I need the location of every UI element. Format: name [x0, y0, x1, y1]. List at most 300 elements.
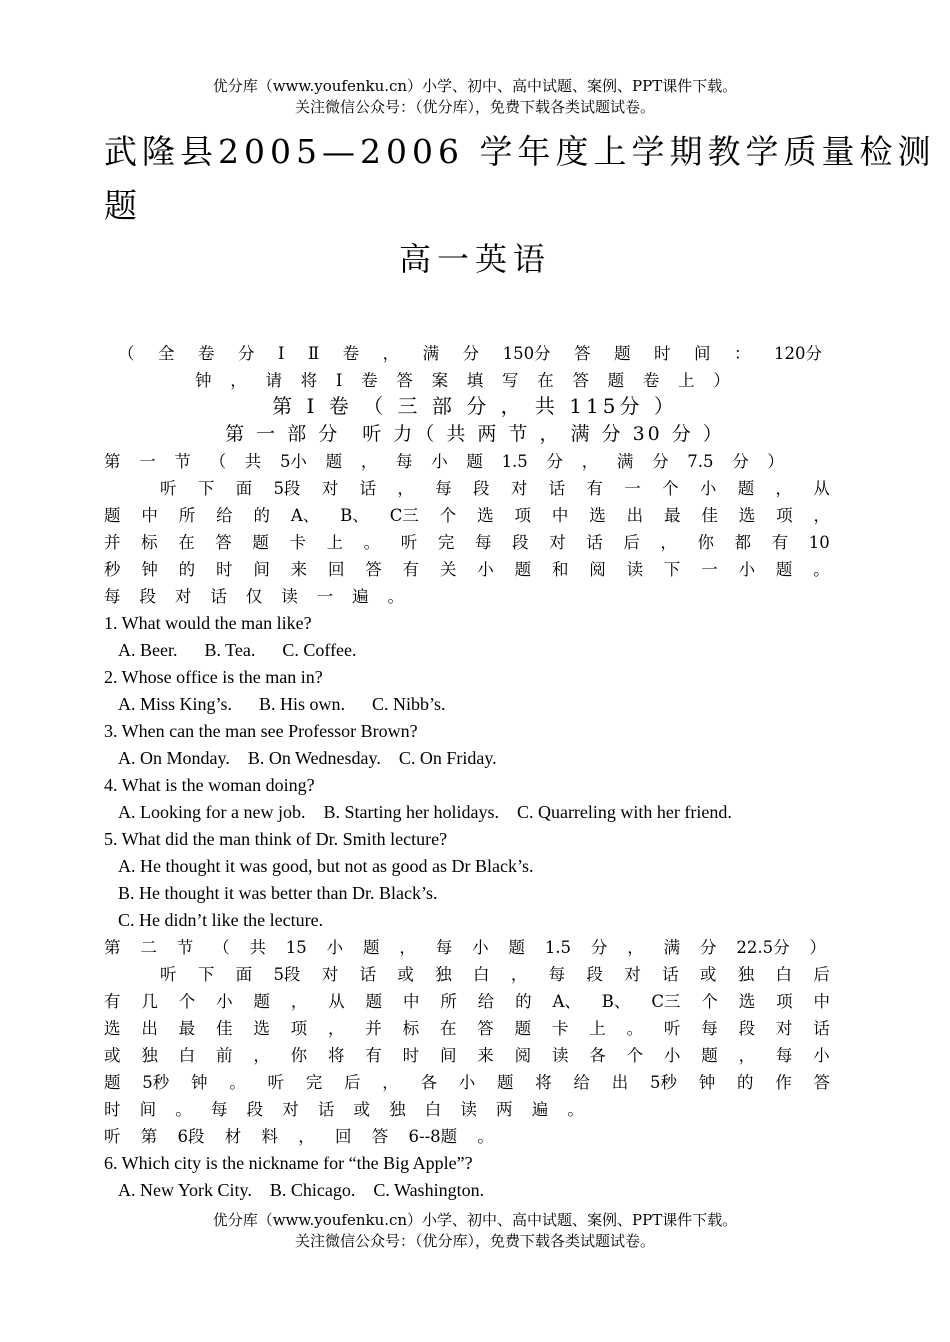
text-token: 将: [327, 1046, 345, 1065]
text-token: 5秒: [650, 1073, 677, 1092]
text-token: 几: [141, 992, 158, 1011]
text-token: ，: [399, 938, 416, 957]
text-token: 节: [174, 452, 191, 471]
text-token: 独: [737, 965, 755, 984]
text-token: ，: [510, 965, 528, 984]
text-token: 的: [253, 506, 270, 525]
text-token: 小: [699, 479, 717, 498]
text-token: 第: [104, 452, 121, 471]
page-title: 武隆县2005—2006 学年度上学期教学质量检测: [104, 132, 936, 171]
text-token: 各: [589, 1046, 606, 1065]
text-token: Ⅰ: [277, 344, 285, 363]
text-token: 卷: [342, 344, 360, 363]
text-token: 有: [365, 1046, 382, 1065]
text-token: 佳: [701, 506, 718, 525]
text-token: 你: [290, 1046, 308, 1065]
section-1-heading: [104, 448, 784, 475]
text-token: 话: [210, 587, 227, 606]
text-token: 间: [439, 1046, 457, 1065]
text-token: 听: [400, 533, 418, 552]
text-token: 小: [216, 992, 233, 1011]
text-token: 段: [586, 965, 603, 984]
text-token: 对: [549, 533, 566, 552]
text-token: 对: [510, 479, 528, 498]
text-token: 上: [678, 371, 695, 390]
text-token: 或: [699, 965, 717, 984]
text-token: 个: [662, 479, 679, 498]
text-token: 回: [327, 560, 345, 579]
text-token: 独: [141, 1046, 158, 1065]
text-token: 每: [396, 452, 413, 471]
text-token: 给: [477, 992, 495, 1011]
text-token: 段: [512, 533, 529, 552]
text-token: 每: [775, 1046, 793, 1065]
text-token: ，: [253, 1046, 270, 1065]
text-token: 对: [624, 965, 641, 984]
text-token: 卷: [197, 344, 215, 363]
text-token: 一: [316, 587, 334, 606]
text-token: C三: [651, 992, 681, 1011]
text-token: 材: [224, 1127, 242, 1146]
text-token: 5秒: [142, 1073, 170, 1092]
text-token: 。: [626, 1019, 644, 1038]
text-token: 答: [365, 560, 382, 579]
text-token: 答: [572, 371, 589, 390]
text-token: 来: [290, 560, 308, 579]
text-token: 间: [139, 1100, 157, 1119]
text-token: 分: [652, 452, 669, 471]
text-token: 话: [586, 533, 603, 552]
text-token: ，: [627, 938, 644, 957]
text-token: ，: [738, 1046, 756, 1065]
text-token: 中: [403, 992, 420, 1011]
text-token: 一: [624, 479, 641, 498]
text-token: 题: [508, 938, 525, 957]
text-token: 完: [305, 1073, 323, 1092]
text-token: 。: [229, 1073, 246, 1092]
text-token: 个: [439, 506, 457, 525]
text-token: 每: [548, 965, 566, 984]
text-token: 下: [663, 560, 681, 579]
section-2-heading: [104, 934, 826, 961]
text-token: 阅: [589, 560, 606, 579]
text-token: 小: [813, 1046, 830, 1065]
text-token: 小: [326, 938, 344, 957]
text-token: 满: [422, 344, 440, 363]
text-token: 个: [626, 1046, 644, 1065]
text-token: 小: [663, 1046, 681, 1065]
text-token: 出: [611, 1073, 629, 1092]
footer-line-2: 关注微信公众号：（优分库），免费下载各类试题试卷。: [294, 1232, 655, 1250]
text-token: 中: [141, 506, 158, 525]
text-token: A、: [552, 992, 581, 1011]
question-4: 4. What is the woman doing?: [104, 775, 315, 795]
text-token: 对: [174, 587, 192, 606]
text-token: 题: [253, 992, 270, 1011]
text-token: 读: [626, 560, 644, 579]
text-token: ）: [767, 452, 784, 471]
text-token: 。: [567, 1100, 584, 1119]
text-token: 并: [365, 1019, 382, 1038]
text-token: 所: [178, 506, 196, 525]
text-token: 选: [104, 1019, 121, 1038]
text-token: 并: [104, 533, 121, 552]
text-token: 听: [663, 1019, 681, 1038]
text-token: 段: [139, 587, 156, 606]
question-1: 1. What would the man like?: [104, 613, 312, 633]
text-token: 22.5分: [736, 938, 790, 957]
text-token: 150分: [502, 344, 551, 363]
text-token: 一: [139, 452, 156, 471]
text-token: 白: [775, 965, 792, 984]
text-token: 或: [353, 1100, 370, 1119]
text-token: 选: [253, 1019, 270, 1038]
text-token: 标: [402, 1019, 420, 1038]
text-token: 中: [551, 506, 569, 525]
text-token: 答: [813, 1073, 830, 1092]
text-token: 后: [344, 1073, 361, 1092]
text-token: 小: [738, 560, 756, 579]
text-token: 读: [281, 587, 298, 606]
text-token: 选: [477, 506, 494, 525]
text-token: 后: [623, 533, 640, 552]
text-token: 题: [466, 452, 483, 471]
text-token: 标: [141, 533, 158, 552]
text-token: 共: [244, 452, 262, 471]
text-token: 时: [654, 344, 671, 363]
header-line-1: 优分库（www.youfenku.cn）小学、初中、高中试题、案例、PPT课件下载。: [212, 77, 738, 95]
text-token: ，: [660, 533, 677, 552]
text-token: 答: [371, 1127, 389, 1146]
text-token: 10: [808, 533, 830, 552]
text-token: 请: [265, 371, 282, 390]
text-token: 在: [537, 371, 554, 390]
section-2-instruction-3: [104, 1015, 830, 1042]
text-token: 答: [477, 1019, 494, 1038]
text-token: C三: [389, 506, 419, 525]
text-token: 卡: [551, 1019, 569, 1038]
text-token: 分: [700, 938, 717, 957]
text-token: 5段: [273, 965, 301, 984]
text-token: 都: [734, 533, 752, 552]
text-token: 5小: [279, 452, 307, 471]
text-token: 案: [431, 371, 449, 390]
text-token: 的: [178, 560, 196, 579]
text-token: 的: [515, 992, 532, 1011]
text-token: （: [209, 452, 227, 471]
text-token: 回: [335, 1127, 352, 1146]
subject-title: 高一英语: [398, 240, 551, 278]
text-token: 题: [614, 344, 631, 363]
text-token: 小: [472, 938, 489, 957]
text-token: 料: [261, 1127, 278, 1146]
text-token: 选: [589, 506, 606, 525]
text-token: ）: [809, 938, 826, 957]
text-token: 分: [590, 938, 608, 957]
page-title-cont: 题: [104, 186, 142, 225]
text-token: 听: [104, 1127, 121, 1146]
text-token: 将: [300, 371, 318, 390]
text-token: 题: [104, 506, 121, 525]
text-token: 遍: [531, 1100, 549, 1119]
text-token: 间: [253, 560, 270, 579]
text-token: 遍: [352, 587, 369, 606]
text-token: ，: [327, 1019, 345, 1038]
text-token: 有: [402, 560, 420, 579]
question-2-options: A. Miss King’s. B. His own. C. Nibb’s.: [118, 694, 446, 714]
text-token: 最: [663, 506, 681, 525]
text-token: 题: [252, 533, 269, 552]
section-2-instruction-1: [160, 961, 830, 988]
text-token: 间: [694, 344, 711, 363]
text-token: ，: [360, 452, 378, 471]
text-token: 个: [178, 992, 196, 1011]
text-token: 项: [776, 506, 793, 525]
text-token: 。: [175, 1100, 192, 1119]
text-token: 分: [546, 452, 563, 471]
text-token: 每: [701, 1019, 718, 1038]
text-token: 时: [104, 1100, 121, 1119]
section-2-instruction-5: [104, 1069, 830, 1096]
text-token: 时: [402, 1046, 420, 1065]
text-token: 一: [701, 560, 718, 579]
text-token: 时: [215, 560, 233, 579]
text-token: 对: [282, 1100, 299, 1119]
question-5-option-c: C. He didn’t like the lecture.: [118, 910, 324, 930]
text-token: 给: [573, 1073, 590, 1092]
text-token: 白: [424, 1100, 442, 1119]
text-token: 完: [437, 533, 455, 552]
text-token: 节: [176, 938, 194, 957]
text-token: 各: [420, 1073, 437, 1092]
text-token: 满: [663, 938, 681, 957]
text-token: 后: [813, 965, 830, 984]
text-token: 前: [215, 1046, 233, 1065]
text-token: 答: [215, 533, 232, 552]
text-token: 对: [775, 1019, 793, 1038]
text-token: （: [213, 938, 230, 957]
question-5: 5. What did the man think of Dr. Smith lecture?: [104, 829, 448, 849]
text-token: 你: [697, 533, 714, 552]
text-token: 听: [160, 965, 177, 984]
text-token: 钟: [141, 560, 158, 579]
text-token: ，: [813, 506, 830, 525]
question-5-option-b: B. He thought it was better than Dr. Black’s.: [118, 883, 438, 903]
text-token: 二: [140, 938, 157, 957]
text-token: 听: [160, 479, 177, 498]
text-token: 仅: [245, 587, 263, 606]
text-token: 的: [737, 1073, 754, 1092]
text-token: 出: [141, 1019, 158, 1038]
section-1-instruction-1: [160, 475, 830, 502]
text-token: 题: [607, 371, 625, 390]
text-token: 秒: [104, 560, 121, 579]
text-token: 个: [701, 992, 718, 1011]
text-token: 面: [235, 965, 253, 984]
text-token: 阅: [514, 1046, 532, 1065]
text-token: 答: [396, 371, 413, 390]
text-token: 佳: [215, 1019, 233, 1038]
text-token: 1.5: [544, 938, 572, 957]
text-token: 分: [462, 344, 480, 363]
text-token: 在: [439, 1019, 457, 1038]
text-token: 中: [813, 992, 830, 1011]
text-token: 读: [460, 1100, 477, 1119]
text-token: 分: [732, 452, 749, 471]
text-token: 话: [359, 479, 377, 498]
text-token: ，: [581, 452, 599, 471]
text-token: 每: [104, 587, 121, 606]
text-token: 题: [104, 1073, 121, 1092]
section-2-sub-heading: [104, 1123, 494, 1150]
text-token: 对: [321, 965, 339, 984]
text-token: ，: [397, 479, 414, 498]
text-token: 上: [326, 533, 344, 552]
text-token: 出: [626, 506, 644, 525]
text-token: 共: [249, 938, 266, 957]
text-token: 小: [458, 1073, 476, 1092]
text-token: 填: [466, 371, 484, 390]
exam-info-line-2: [195, 367, 730, 394]
text-token: B、: [601, 992, 631, 1011]
text-token: 从: [813, 479, 830, 498]
text-token: I: [335, 371, 343, 390]
text-token: 5段: [273, 479, 301, 498]
question-6: 6. Which city is the nickname for “the Big Apple”?: [104, 1153, 473, 1173]
text-token: ，: [775, 479, 792, 498]
section-2-instruction-2: [104, 988, 830, 1015]
text-token: 题: [325, 452, 343, 471]
text-token: ：: [734, 344, 751, 363]
text-token: 120分: [774, 344, 822, 363]
text-token: ，: [382, 344, 400, 363]
text-token: 卷: [361, 371, 378, 390]
text-token: 关: [439, 560, 457, 579]
text-token: 卷: [642, 371, 660, 390]
text-token: 题: [514, 1019, 532, 1038]
section-1-instruction-5: [104, 583, 404, 610]
volume-heading: 第 Ⅰ 卷 （ 三 部 分 ， 共 115分 ）: [272, 394, 678, 418]
text-token: 将: [535, 1073, 552, 1092]
text-token: 在: [178, 533, 195, 552]
text-token: 有: [586, 479, 603, 498]
text-token: （: [118, 344, 135, 363]
question-6-options: A. New York City. B. Chicago. C. Washington.: [118, 1180, 485, 1200]
text-token: 所: [440, 992, 457, 1011]
text-token: 下: [197, 479, 215, 498]
text-token: 题: [497, 1073, 514, 1092]
section-2-instruction-4: [104, 1042, 830, 1069]
text-token: ，: [298, 1127, 315, 1146]
section-1-instruction-3: [104, 529, 830, 556]
text-token: 或: [397, 965, 414, 984]
text-token: 题: [775, 560, 793, 579]
text-token: A、: [290, 506, 320, 525]
text-token: ，: [290, 992, 308, 1011]
text-token: 话: [662, 965, 679, 984]
text-token: 话: [548, 479, 566, 498]
text-token: 独: [389, 1100, 406, 1119]
text-token: ，: [230, 371, 247, 390]
text-token: 独: [435, 965, 452, 984]
text-token: 听: [267, 1073, 284, 1092]
text-token: 卡: [289, 533, 306, 552]
text-token: 项: [514, 506, 531, 525]
text-token: 钟: [191, 1073, 208, 1092]
text-token: 15: [285, 938, 307, 957]
text-token: 题: [737, 479, 755, 498]
text-token: 选: [738, 506, 756, 525]
text-token: 第: [104, 938, 121, 957]
text-token: 每: [435, 938, 453, 957]
text-token: 分: [237, 344, 255, 363]
question-4-options: A. Looking for a new job. B. Starting her holidays. C. Quarreling with her friend.: [118, 802, 732, 822]
text-token: 对: [321, 479, 339, 498]
text-token: 从: [328, 992, 345, 1011]
question-5-option-a: A. He thought it was good, but not as good as Dr Black’s.: [118, 856, 534, 876]
text-token: Ⅱ: [307, 344, 320, 363]
section-2-instruction-6: [104, 1096, 584, 1123]
part-heading: 第 一 部 分 听 力（ 共 两 节 ， 满 分 30 分 ）: [225, 423, 725, 445]
text-token: 选: [738, 992, 756, 1011]
text-token: 。: [477, 1127, 494, 1146]
exam-info-line-1: [118, 340, 822, 367]
text-token: 给: [216, 506, 233, 525]
text-token: 钟: [195, 371, 212, 390]
text-token: 话: [317, 1100, 335, 1119]
text-token: 项: [776, 992, 793, 1011]
text-token: 上: [589, 1019, 606, 1038]
text-token: ，: [382, 1073, 399, 1092]
text-token: 题: [701, 1046, 718, 1065]
question-1-options: A. Beer. B. Tea. C. Coffee.: [118, 640, 357, 660]
text-token: 写: [502, 371, 519, 390]
text-token: B、: [340, 506, 369, 525]
section-1-instruction-2: [104, 502, 830, 529]
text-token: 7.5: [687, 452, 714, 471]
text-token: 满: [616, 452, 634, 471]
text-token: 项: [290, 1019, 308, 1038]
question-3-options: A. On Monday. B. On Wednesday. C. On Friday.: [118, 748, 497, 768]
text-token: 1.5: [501, 452, 528, 471]
text-token: 每: [474, 533, 492, 552]
text-token: 。: [387, 587, 404, 606]
text-token: 白: [178, 1046, 196, 1065]
text-token: 。: [363, 533, 381, 552]
text-token: 段: [246, 1100, 264, 1119]
question-2: 2. Whose office is the man in?: [104, 667, 323, 687]
text-token: 有: [104, 992, 121, 1011]
text-token: 作: [775, 1073, 792, 1092]
text-token: 下: [197, 965, 215, 984]
text-token: 6--8题: [408, 1127, 458, 1146]
text-token: 段: [738, 1019, 756, 1038]
text-token: 小: [431, 452, 448, 471]
text-token: 最: [178, 1019, 196, 1038]
text-token: 有: [771, 533, 789, 552]
text-token: 6段: [177, 1127, 205, 1146]
text-token: 读: [551, 1046, 569, 1065]
section-1-instruction-4: [104, 556, 830, 583]
text-token: 题: [365, 992, 383, 1011]
text-token: 话: [359, 965, 377, 984]
text-token: 来: [477, 1046, 494, 1065]
text-token: ）: [713, 371, 730, 390]
text-token: 小: [477, 560, 494, 579]
text-token: 题: [514, 560, 532, 579]
text-token: 白: [473, 965, 490, 984]
text-token: 。: [813, 560, 830, 579]
